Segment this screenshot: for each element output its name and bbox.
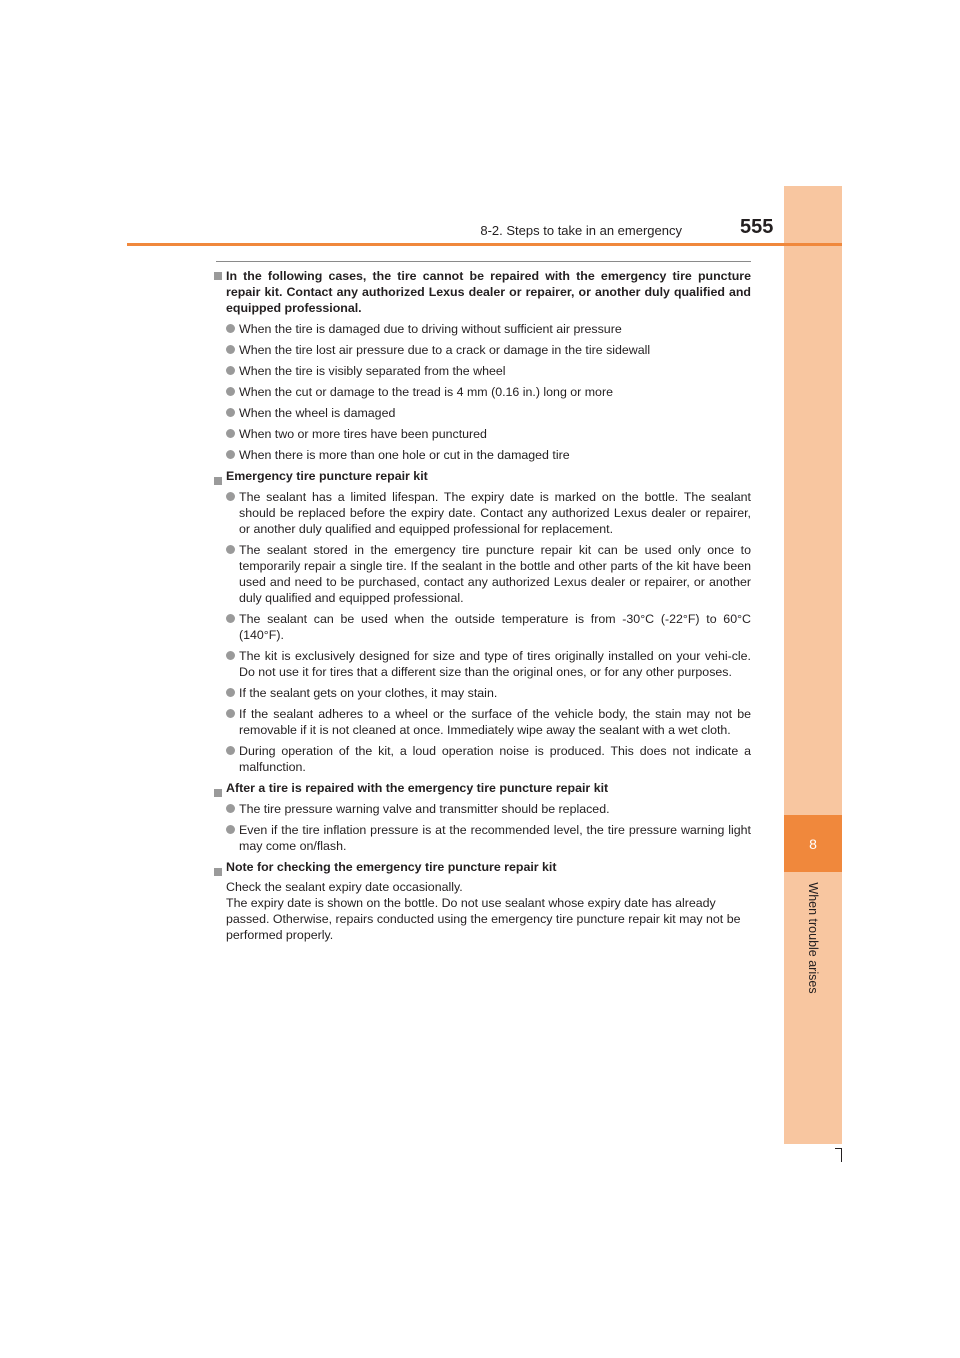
- bullet-list: [214, 801, 751, 854]
- section-title: After a tire is repaired with the emergency tire puncture repair kit: [226, 781, 609, 795]
- chapter-side-tab: [784, 186, 842, 1144]
- crop-mark-bottom-right: [835, 1148, 842, 1149]
- header-rule: [127, 243, 842, 246]
- section-after-repair: [214, 780, 751, 796]
- list-item: [214, 447, 751, 463]
- circle-bullet-icon: [226, 545, 235, 554]
- circle-bullet-icon: [226, 825, 235, 834]
- list-item-text: When two or more tires have been punctured: [239, 427, 487, 441]
- list-item-text: When the wheel is damaged: [239, 406, 396, 420]
- header-section-title: 8-2. Steps to take in an emergency: [480, 223, 682, 238]
- circle-bullet-icon: [226, 387, 235, 396]
- bullet-list: [214, 489, 751, 775]
- circle-bullet-icon: [226, 492, 235, 501]
- list-item-text: If the sealant gets on your clothes, it may stain.: [239, 686, 498, 700]
- list-item: [214, 822, 751, 854]
- list-item: [214, 743, 751, 775]
- page-content: [214, 268, 751, 943]
- circle-bullet-icon: [226, 709, 235, 718]
- section-checking-kit: [214, 859, 751, 875]
- circle-bullet-icon: [226, 429, 235, 438]
- list-item: [214, 321, 751, 337]
- body-paragraph: The expiry date is shown on the bottle. Do not use sealant whose expiry date has already passed. Otherwise, repairs conducted using the emergency tire puncture repair kit may not be performed properly.: [226, 896, 741, 942]
- circle-bullet-icon: [226, 408, 235, 417]
- square-bullet-icon: [214, 789, 222, 797]
- list-item: [214, 342, 751, 358]
- list-item: [214, 405, 751, 421]
- square-bullet-icon: [214, 477, 222, 485]
- list-item-text: The sealant can be used when the outside temperature is from -30°C (-22°F) to 60°C (140°F).: [239, 612, 751, 642]
- list-item-text: The sealant stored in the emergency tire puncture repair kit can be used only once to temporarily repair a single tire. If the sealant in the bottle and other parts of the kit have been used and need to be purchased, contact any authorized Lexus dealer or repairer, or another duly qualified and equipped professional.: [239, 543, 751, 605]
- circle-bullet-icon: [226, 804, 235, 813]
- list-item-text: When there is more than one hole or cut in the damaged tire: [239, 448, 570, 462]
- chapter-number-box: [784, 815, 842, 872]
- list-item-text: The tire pressure warning valve and transmitter should be replaced.: [239, 802, 610, 816]
- list-item-text: When the tire is visibly separated from the wheel: [239, 364, 506, 378]
- circle-bullet-icon: [226, 366, 235, 375]
- list-item-text: During operation of the kit, a loud operation noise is produced. This does not indicate a malfunction.: [239, 744, 751, 774]
- list-item-text: When the cut or damage to the tread is 4 mm (0.16 in.) long or more: [239, 385, 613, 399]
- list-item: [214, 611, 751, 643]
- circle-bullet-icon: [226, 450, 235, 459]
- list-item: [214, 363, 751, 379]
- section-title: Note for checking the emergency tire puncture repair kit: [226, 860, 557, 874]
- square-bullet-icon: [214, 272, 222, 280]
- content-top-rule: [216, 261, 751, 262]
- list-item-text: When the tire is damaged due to driving without sufficient air pressure: [239, 322, 622, 336]
- page-number: 555: [740, 216, 774, 238]
- list-item: [214, 801, 751, 817]
- list-item: [214, 489, 751, 537]
- list-item: [214, 706, 751, 738]
- list-item: [214, 542, 751, 606]
- list-item: [214, 685, 751, 701]
- list-item-text: The sealant has a limited lifespan. The expiry date is marked on the bottle. The sealant should be replaced before the expiry date. Contact any authorized Lexus dealer or repairer, or another duly qualified and equipped professional for replacement.: [239, 490, 751, 536]
- list-item-text: When the tire lost air pressure due to a crack or damage in the tire sidewall: [239, 343, 651, 357]
- body-paragraph: Check the sealant expiry date occasionally.: [226, 880, 463, 894]
- circle-bullet-icon: [226, 345, 235, 354]
- circle-bullet-icon: [226, 324, 235, 333]
- list-item: [214, 648, 751, 680]
- circle-bullet-icon: [226, 614, 235, 623]
- list-item-text: Even if the tire inflation pressure is at the recommended level, the tire pressure warning light may come on/flash.: [239, 823, 751, 853]
- list-item-text: The kit is exclusively designed for size and type of tires originally installed on your vehi-cle. Do not use it for tires that a different size than the original ones, or for any other purposes.: [239, 649, 751, 679]
- circle-bullet-icon: [226, 688, 235, 697]
- bullet-list: [214, 321, 751, 463]
- list-item: [214, 426, 751, 442]
- section-cannot-repair: [214, 268, 751, 316]
- chapter-title: When trouble arises: [806, 882, 820, 994]
- section-title: In the following cases, the tire cannot be repaired with the emergency tire puncture repair kit. Contact any authorized Lexus dealer or repairer, or another duly qualified and equipped professional.: [226, 269, 751, 315]
- circle-bullet-icon: [226, 746, 235, 755]
- crop-mark-bottom-right: [841, 1148, 842, 1162]
- section-repair-kit: [214, 468, 751, 484]
- list-item-text: If the sealant adheres to a wheel or the surface of the vehicle body, the stain may not be removable if it is not cleaned at once. Immediately wipe away the sealant with a wet cloth.: [239, 707, 751, 737]
- section-title: Emergency tire puncture repair kit: [226, 469, 428, 483]
- section-body: [214, 879, 751, 943]
- circle-bullet-icon: [226, 651, 235, 660]
- square-bullet-icon: [214, 868, 222, 876]
- chapter-number: 8: [809, 835, 817, 852]
- list-item: [214, 384, 751, 400]
